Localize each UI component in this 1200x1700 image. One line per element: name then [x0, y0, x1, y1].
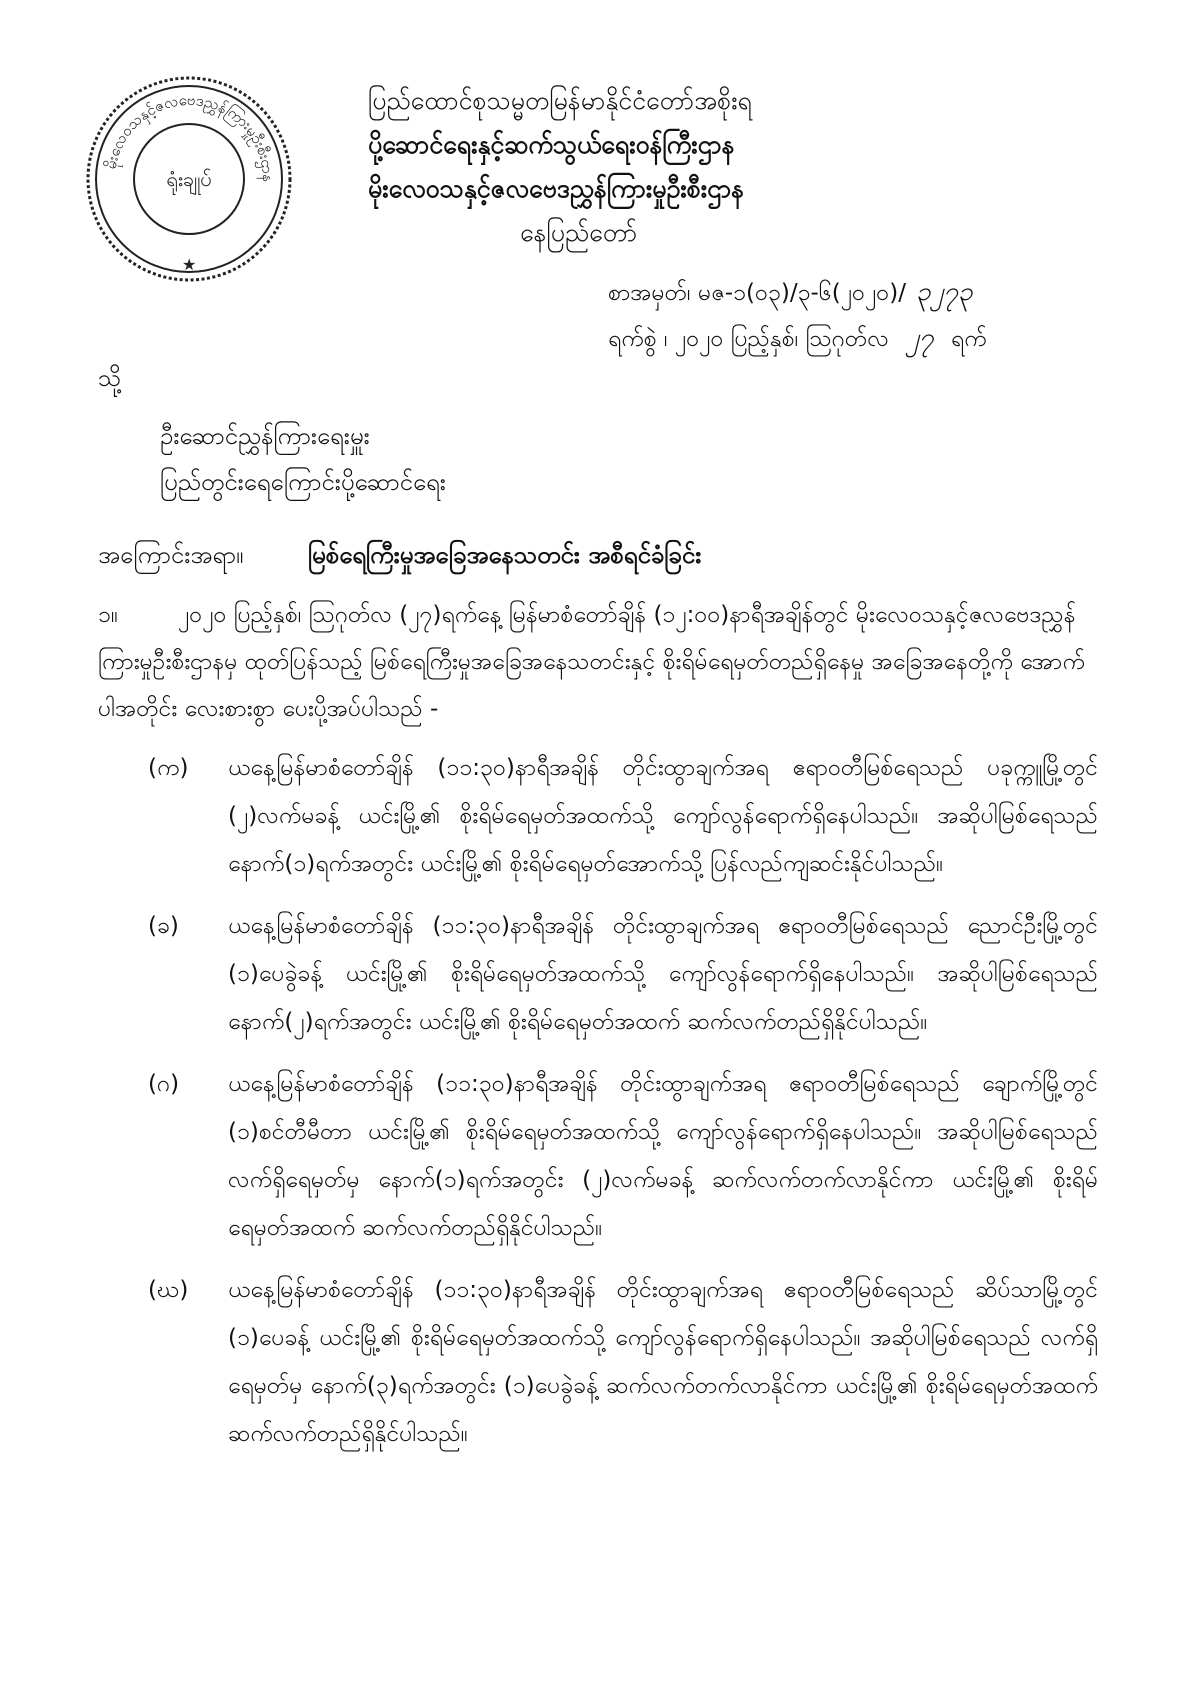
reference-date	[608, 322, 987, 355]
item-label: (က)	[148, 755, 189, 781]
item-text: ယနေ့မြန်မာစံတော်ချိန် (၁၁:၃၀)နာရီအချိန် တိုင်းထွာချက်အရ ဧရာဝတီမြစ်ရေသည် ပခုက္ကူမြို့တွင် (၂)လက်မခန့် ယင်းမြို့၏ စိုးရိမ်ရေမှတ်အထက်သို့ ကျော်လွန်ရောက်ရှိနေပါသည်။ အဆိုပါမြစ်ရေသည် နောက်(၁)ရက်အတွင်း ယင်းမြို့၏ စိုးရိမ်ရေမှတ်အောက်သို့ ပြန်လည်ကျဆင်းနိုင်ပါသည်။	[228, 755, 1098, 877]
item-label: (ခ)	[148, 913, 179, 939]
header-government: ပြည်ထောင်စုသမ္မတမြန်မာနိုင်ငံတော်အစိုးရ	[368, 86, 752, 115]
date-text: ၊ ၂၀၂၀ ပြည့်နှစ်၊ ဩဂုတ်လ	[663, 326, 889, 352]
date-label: ရက်စွဲ	[608, 326, 657, 352]
subject-label: အကြောင်းအရာ။	[98, 541, 244, 569]
department-seal	[84, 74, 294, 284]
item-text: ယနေ့မြန်မာစံတော်ချိန် (၁၁:၃၀)နာရီအချိန် တိုင်းထွာချက်အရ ဧရာဝတီမြစ်ရေသည် ဆိပ်သာမြို့တွင် (၁)ပေခန့် ယင်းမြို့၏ စိုးရိမ်ရေမှတ်အထက်သို့ ကျော်လွန်ရောက်ရှိနေပါသည်။ အဆိုပါမြစ်ရေသည် လက်ရှိရေမှတ်မှ နောက်(၃)ရက်အတွင်း (၁)ပေခွဲခန့် ဆက်လက်တက်လာနိုင်ကာ ယင်းမြို့၏ စိုးရိမ်ရေမှတ်အထက် ဆက်လက်တည်ရှိနိုင်ပါသည်။	[228, 1277, 1098, 1447]
date-day-handwritten: ၂၇	[906, 323, 934, 353]
reference-number-handwritten: ၃၂၇၃	[915, 277, 973, 307]
reference-number	[608, 276, 983, 309]
list-item	[148, 744, 1098, 888]
report-items	[148, 744, 1098, 1472]
list-item	[148, 1266, 1098, 1458]
header-ministry: ပို့ဆောင်ရေးနှင့်ဆက်သွယ်ရေးဝန်ကြီးဌာန	[368, 130, 735, 159]
star-icon: ★	[182, 255, 197, 274]
list-item	[148, 902, 1098, 1046]
reference-number-label: စာအမှတ်၊ မဇ-၁(၀၃)/၃-၆(၂၀၂၀)/	[608, 280, 906, 306]
to-word: သို့	[98, 364, 122, 392]
intro-number: ၁။	[98, 602, 118, 628]
subject-line	[98, 538, 701, 572]
intro-paragraph	[98, 592, 1098, 733]
subject-text: မြစ်ရေကြီးမှုအခြေအနေသတင်း အစီရင်ခံခြင်း	[308, 541, 702, 569]
header-city: နေပြည်တော်	[520, 218, 638, 247]
item-text: ယနေ့မြန်မာစံတော်ချိန် (၁၁:၃၀)နာရီအချိန် တိုင်းထွာချက်အရ ဧရာဝတီမြစ်ရေသည် ချောက်မြို့တွင် (၁)စင်တီမီတာ ယင်းမြို့၏ စိုးရိမ်ရေမှတ်အထက်သို့ ကျော်လွန်ရောက်ရှိနေပါသည်။ အဆိုပါမြစ်ရေသည် လက်ရှိရေမှတ်မှ နောက်(၁)ရက်အတွင်း (၂)လက်မခန့် ဆက်လက်တက်လာနိုင်ကာ ယင်းမြို့၏ စိုးရိမ်ရေမှတ်အထက် ဆက်လက်တည်ရှိနိုင်ပါသည်။	[228, 1071, 1098, 1241]
item-text: ယနေ့မြန်မာစံတော်ချိန် (၁၁:၃၀)နာရီအချိန် တိုင်းထွာချက်အရ ဧရာဝတီမြစ်ရေသည် ညောင်ဦးမြို့တွင် (၁)ပေခွဲခန့် ယင်းမြို့၏ စိုးရိမ်ရေမှတ်အထက်သို့ ကျော်လွန်ရောက်ရှိနေပါသည်။ အဆိုပါမြစ်ရေသည် နောက်(၂)ရက်အတွင်း ယင်းမြို့၏ စိုးရိမ်ရေမှတ်အထက် ဆက်လက်တည်ရှိနိုင်ပါသည်။	[228, 913, 1098, 1035]
recipient-department: ပြည်တွင်းရေကြောင်းပို့ဆောင်ရေး	[160, 468, 446, 496]
header-department: မိုးလေဝသနှင့်ဇလဗေဒညွှန်ကြားမှုဦးစီးဌာန	[368, 174, 745, 203]
seal-ring-text: မိုးလေဝသနှင့်ဇလဗေဒညွှန်ကြားမှုဦးစီးဌာန	[101, 90, 278, 183]
item-label: (ဃ)	[148, 1277, 189, 1303]
recipient-title: ဦးဆောင်ညွှန်ကြားရေးမှူး	[160, 422, 370, 450]
seal-graphic	[84, 74, 294, 284]
seal-center-text: ရုံးချုပ်	[166, 167, 212, 191]
item-label: (ဂ)	[148, 1071, 180, 1097]
date-suffix: ရက်	[950, 326, 987, 352]
list-item	[148, 1060, 1098, 1252]
intro-text: ၂၀၂၀ ပြည့်နှစ်၊ ဩဂုတ်လ (၂၇)ရက်နေ့ မြန်မာစံတော်ချိန် (၁၂:၀၀)နာရီအချိန်တွင် မိုးလေဝသနှင့်ဇလဗေဒညွှန်ကြားမှုဦးစီးဌာနမှ ထုတ်ပြန်သည့် မြစ်ရေကြီးမှုအခြေအနေသတင်းနှင့် စိုးရိမ်ရေမှတ်တည်ရှိနေမှု အခြေအနေတို့ကို အောက်ပါအတိုင်း လေးစားစွာ ပေးပို့အပ်ပါသည် -	[98, 602, 1085, 722]
